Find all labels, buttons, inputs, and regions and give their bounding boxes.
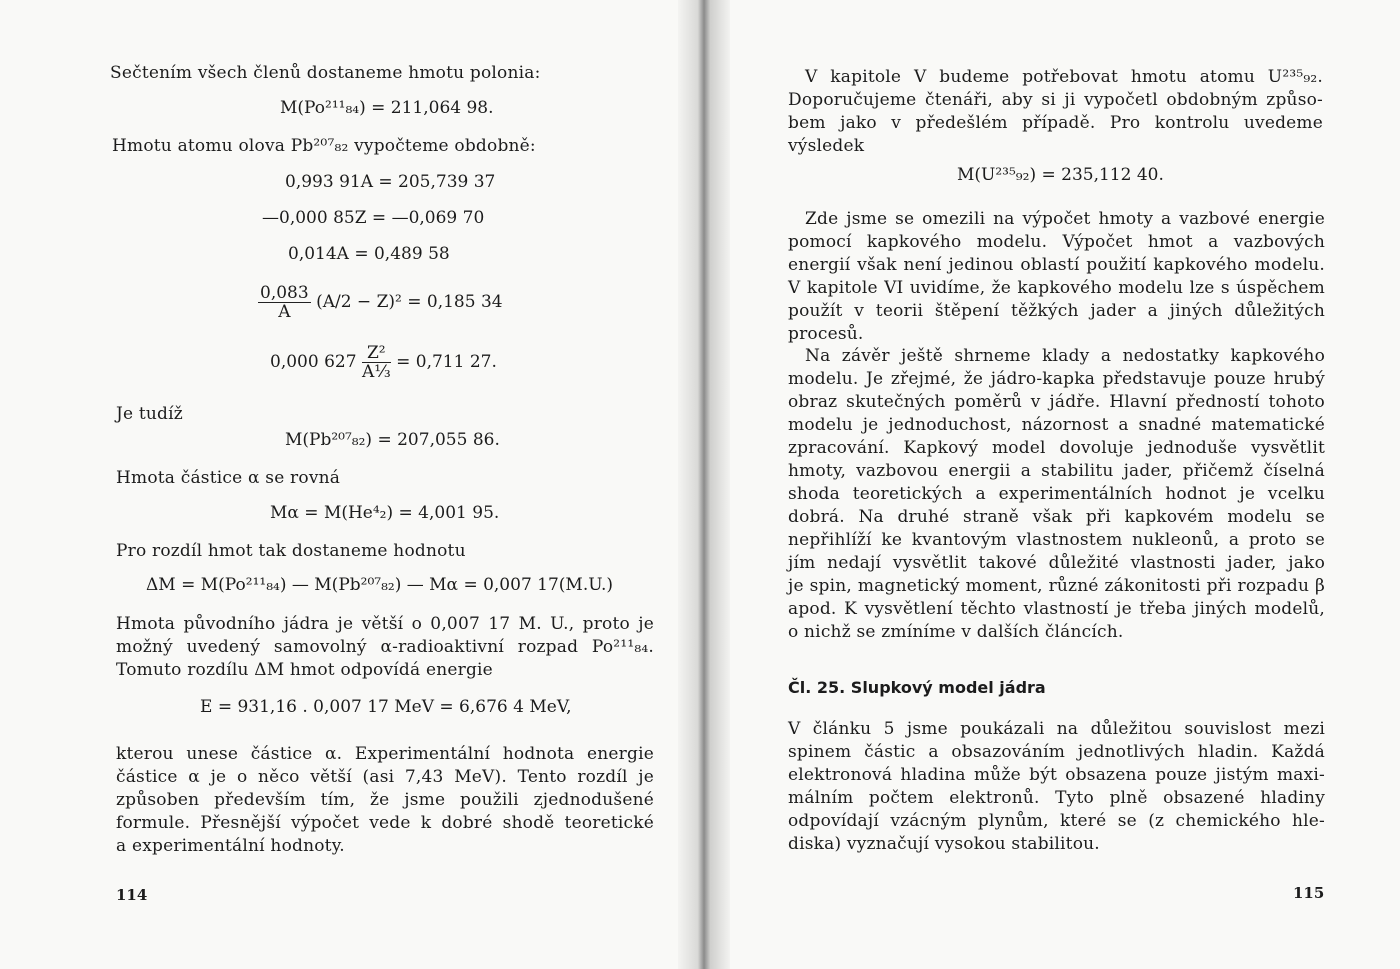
text-line: Hmotu atomu olova Pb²⁰⁷₈₂ vypočteme obdobně: (112, 136, 536, 156)
equation-term-z: —0,000 85Z = —0,069 70 (262, 208, 485, 228)
fraction-numerator: Z² (362, 344, 391, 363)
text-line: Na závěr ještě shrneme klady a nedostatky kapkového (805, 346, 1325, 366)
page-number: 115 (1293, 884, 1325, 902)
text-line: Zde jsme se omezili na výpočet hmoty a vazbové energie (805, 209, 1325, 229)
text-line: způsoben především tím, že jsme použili zjednodušené (116, 790, 654, 810)
equation-alpha-mass: Mα = M(He⁴₂) = 4,001 95. (270, 503, 500, 523)
fraction (258, 284, 311, 321)
equation-energy: E = 931,16 . 0,007 17 MeV = 6,676 4 MeV, (200, 697, 572, 717)
equation-lead-mass: M(Pb²⁰⁷₈₂) = 207,055 86. (285, 430, 500, 450)
section-heading: Čl. 25. Slupkový model jádra (788, 678, 1046, 697)
equation-term-a: 0,993 91A = 205,739 37 (285, 172, 496, 192)
fraction-result: = 0,185 34 (407, 292, 503, 312)
right-page (725, 0, 1400, 969)
text-line: modelu je jednoduchost, názornost a snadné matematické (788, 415, 1325, 435)
text-line: Je tudíž (116, 404, 183, 424)
equation-uranium-mass: M(U²³⁵₉₂) = 235,112 40. (957, 165, 1164, 185)
text-line: jím nedají vysvětlit takové důležité vlastnosti jader, jako (788, 553, 1325, 573)
text-line: formule. Přesnější výpočet vede k dobré shodě teoretické (116, 813, 654, 833)
text-line: nepřihlíží ke kvantovým vlastnostem nukleonů, a proto se (788, 530, 1325, 550)
equation-mass-difference: ΔM = M(Po²¹¹₈₄) — M(Pb²⁰⁷₈₂) — Mα = 0,007 17(M.U.) (146, 575, 614, 595)
fraction-numerator: 0,083 (260, 283, 309, 303)
text-line: obraz skutečných poměrů v jádře. Hlavní předností tohoto (788, 392, 1325, 412)
coefficient: 0,000 627 (270, 352, 357, 372)
page-number: 114 (116, 886, 148, 904)
text-line: V kapitole V budeme potřebovat hmotu atomu U²³⁵₉₂. (805, 67, 1323, 87)
text-line: Pro rozdíl hmot tak dostaneme hodnotu (116, 541, 466, 561)
fraction-parenthesis: (A/2 − Z)² (316, 292, 402, 312)
text-line: je spin, magnetický moment, různé zákonitosti při rozpadu β (788, 576, 1325, 596)
text-line: bem jako v předešlém případě. Pro kontrolu uvedeme (788, 113, 1323, 133)
equation-coulomb-term (270, 344, 497, 381)
text-line: odpovídají vzácným plynům, které se (z chemického hle- (788, 811, 1325, 831)
text-line: spinem částic a obsazováním jednotlivých hladin. Každá (788, 742, 1325, 762)
text-line: a experimentální hodnoty. (116, 836, 345, 856)
text-line: výsledek (788, 136, 865, 156)
text-line: použít v teorii štěpení těžkých jader a jiných důležitých (788, 301, 1325, 321)
text-line: zpracování. Kapkový model dovoluje jednoduše vysvětlit (788, 438, 1325, 458)
text-line: Tomuto rozdílu ΔM hmot odpovídá energie (116, 660, 493, 680)
fraction-result: = 0,711 27. (396, 352, 497, 372)
text-line: Doporučujeme čtenáři, aby si ji vypočetl obdobným způso- (788, 90, 1323, 110)
text-line: Hmota původního jádra je větší o 0,007 17 M. U., proto je (116, 614, 654, 634)
text-line: hmoty, vazbovou energii a stabilitu jader, přičemž číselná (788, 461, 1325, 481)
text-line: možný uvedený samovolný α-radioaktivní rozpad Po²¹¹₈₄. (116, 637, 654, 657)
fraction-denominator: A⅓ (361, 362, 391, 382)
text-line: shoda teoretických a experimentálních hodnot je vcelku (788, 484, 1325, 504)
text-line: modelu. Je zřejmé, že jádro-kapka představuje pouze hrubý (788, 369, 1325, 389)
left-page (0, 0, 690, 969)
text-line: procesů. (788, 324, 864, 344)
text-line: částice α je o něco větší (asi 7,43 MeV). Tento rozdíl je (116, 767, 654, 787)
text-line: o nichž se zmíníme v dalších článcích. (788, 622, 1124, 642)
text-line: apod. K vysvětlení těchto vlastností je třeba jiných modelů, (788, 599, 1325, 619)
text-line: energií však není jedinou oblastí použití kapkového modelu. (788, 255, 1325, 275)
equation-term-014: 0,014A = 0,489 58 (288, 244, 450, 264)
text-line: diska) vyznačují vysokou stabilitou. (788, 834, 1100, 854)
fraction-denominator: A (278, 302, 291, 322)
fraction (362, 344, 391, 381)
text-line: Sečtením všech členů dostaneme hmotu polonia: (110, 63, 541, 83)
text-line: Hmota částice α se rovná (116, 468, 341, 488)
text-line: V kapitole VI uvidíme, že kapkového modelu lze s úspěchem (788, 278, 1325, 298)
text-line: pomocí kapkového modelu. Výpočet hmot a vazbových (788, 232, 1325, 252)
equation-polonium-mass: M(Po²¹¹₈₄) = 211,064 98. (280, 98, 494, 118)
equation-fraction-term (258, 284, 503, 321)
text-line: kterou unese částice α. Experimentální hodnota energie (116, 744, 654, 764)
text-line: málním počtem elektronů. Tyto plně obsazené hladiny (788, 788, 1325, 808)
text-line: elektronová hladina může být obsazena pouze jistým maxi- (788, 765, 1325, 785)
text-line: dobrá. Na druhé straně však při kapkovém modelu se (788, 507, 1325, 527)
text-line: V článku 5 jsme poukázali na důležitou souvislost mezi (788, 719, 1325, 739)
